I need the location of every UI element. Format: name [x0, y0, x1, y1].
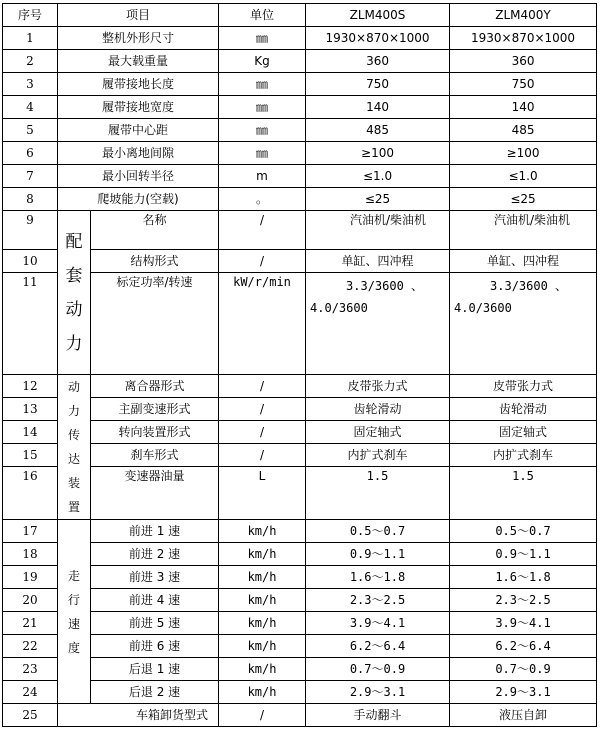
row-value-a: 1.5 [306, 467, 450, 520]
row-value-a: ≥100 [306, 142, 450, 165]
header-seq: 序号 [3, 4, 58, 27]
row-unit: / [219, 375, 306, 398]
table-row [3, 398, 597, 421]
row-number: 16 [3, 467, 58, 520]
row-item: 车箱卸货型式 [58, 704, 219, 727]
row-unit: / [219, 211, 306, 250]
group-char: 达 [67, 452, 80, 466]
row-value-a: 0.7～0.9 [306, 658, 450, 681]
row-value-a: 2.9～3.1 [306, 681, 450, 704]
header-item: 项目 [58, 4, 219, 27]
row-value-a: 内扩式刹车 [306, 444, 450, 467]
row-value-a: ≤1.0 [306, 165, 450, 188]
table-row [3, 566, 597, 589]
row-number: 4 [3, 96, 58, 119]
row-unit: km/h [219, 612, 306, 635]
row-item: 前进 4 速 [91, 589, 219, 612]
table-row [3, 375, 597, 398]
row-number: 17 [3, 520, 58, 543]
row-unit: km/h [219, 635, 306, 658]
row-value-a: 固定轴式 [306, 421, 450, 444]
row-number: 22 [3, 635, 58, 658]
row-unit: Kg [219, 50, 306, 73]
row-unit: kW/r/min [219, 273, 306, 375]
group-char: 装 [67, 476, 80, 490]
row-item: 结构形式 [91, 250, 219, 273]
table-row [3, 250, 597, 273]
row-value-b: 固定轴式 [450, 421, 597, 444]
group-char: 动 [67, 380, 80, 394]
row-value-b: 2.9～3.1 [450, 681, 597, 704]
row-value-b: 0.5～0.7 [450, 520, 597, 543]
row-value-b: 1.6～1.8 [450, 566, 597, 589]
header-model-b: ZLM400Y [450, 4, 597, 27]
row-number: 15 [3, 444, 58, 467]
group-char: 置 [67, 500, 80, 514]
row-unit: ㎜ [219, 142, 306, 165]
table-row [3, 142, 597, 165]
row-value-a: 1.6～1.8 [306, 566, 450, 589]
row-value-b: ≤25 [450, 188, 597, 211]
row-item: 履带接地宽度 [58, 96, 219, 119]
header-model-a: ZLM400S [306, 4, 450, 27]
row-unit: m [219, 165, 306, 188]
row-unit: / [219, 250, 306, 273]
row-value-a: 0.9～1.1 [306, 543, 450, 566]
row-number: 6 [3, 142, 58, 165]
row-number: 8 [3, 188, 58, 211]
row-value-b: 750 [450, 73, 597, 96]
row-number: 24 [3, 681, 58, 704]
table-row [3, 211, 597, 250]
row-unit: ㎜ [219, 96, 306, 119]
group-char: 传 [67, 428, 80, 442]
row-number: 5 [3, 119, 58, 142]
row-value-b: 1930×870×1000 [450, 27, 597, 50]
row-value-a: 汽油机/柴油机 [306, 211, 450, 250]
row-number: 25 [3, 704, 58, 727]
table-row [3, 73, 597, 96]
row-value-a: 6.2～6.4 [306, 635, 450, 658]
row-unit: 。 [219, 188, 306, 211]
row-number: 9 [3, 211, 58, 250]
row-item: 爬坡能力(空载) [58, 188, 219, 211]
row-value-b: 360 [450, 50, 597, 73]
table-row [3, 467, 597, 520]
table-row [3, 612, 597, 635]
table-row [3, 635, 597, 658]
row-unit: L [219, 467, 306, 520]
row-unit: ㎜ [219, 73, 306, 96]
row-value-a: 2.3～2.5 [306, 589, 450, 612]
group-char: 套 [65, 265, 83, 286]
table-row [3, 27, 597, 50]
group-label-speed [58, 520, 91, 704]
row-value-a: 750 [306, 73, 450, 96]
row-item: 名称 [91, 211, 219, 250]
row-item: 最小回转半径 [58, 165, 219, 188]
table-row [3, 520, 597, 543]
row-unit: / [219, 444, 306, 467]
row-number: 13 [3, 398, 58, 421]
row-item: 前进 6 速 [91, 635, 219, 658]
row-unit: km/h [219, 658, 306, 681]
row-value-b: 汽油机/柴油机 [450, 211, 597, 250]
table-row [3, 589, 597, 612]
table-row [3, 50, 597, 73]
row-unit: km/h [219, 566, 306, 589]
header-unit: 单位 [219, 4, 306, 27]
group-char: 速 [67, 616, 80, 631]
row-item: 前进 2 速 [91, 543, 219, 566]
row-item: 最大载重量 [58, 50, 219, 73]
row-value-b: 齿轮滑动 [450, 398, 597, 421]
row-item: 最小离地间隙 [58, 142, 219, 165]
row-unit: / [219, 704, 306, 727]
row-item: 主副变速形式 [91, 398, 219, 421]
group-char: 行 [67, 592, 80, 607]
row-value-a: 单缸、四冲程 [306, 250, 450, 273]
row-number: 11 [3, 273, 58, 375]
group-label-power [58, 211, 91, 375]
row-value-b: 140 [450, 96, 597, 119]
row-number: 14 [3, 421, 58, 444]
row-item: 前进 5 速 [91, 612, 219, 635]
row-number: 7 [3, 165, 58, 188]
row-value-b: ≤1.0 [450, 165, 597, 188]
row-unit: ㎜ [219, 119, 306, 142]
row-value-b: 3.3/3600 、4.0/3600 [450, 273, 597, 375]
row-number: 1 [3, 27, 58, 50]
table-row [3, 421, 597, 444]
table-row [3, 96, 597, 119]
row-value-a: 手动翻斗 [306, 704, 450, 727]
group-char: 力 [65, 333, 83, 354]
group-char: 度 [67, 640, 80, 655]
table-row [3, 444, 597, 467]
row-value-b: 3.9～4.1 [450, 612, 597, 635]
table-row [3, 119, 597, 142]
row-value-b: 0.7～0.9 [450, 658, 597, 681]
row-number: 19 [3, 566, 58, 589]
row-number: 23 [3, 658, 58, 681]
row-number: 12 [3, 375, 58, 398]
row-value-b: 0.9～1.1 [450, 543, 597, 566]
row-item: 整机外形尺寸 [58, 27, 219, 50]
row-item: 变速器油量 [91, 467, 219, 520]
row-number: 3 [3, 73, 58, 96]
row-value-a: 0.5～0.7 [306, 520, 450, 543]
row-number: 10 [3, 250, 58, 273]
row-value-b: 皮带张力式 [450, 375, 597, 398]
row-value-b: 内扩式刹车 [450, 444, 597, 467]
row-item: 离合器形式 [91, 375, 219, 398]
row-value-a: 485 [306, 119, 450, 142]
group-char: 力 [67, 404, 80, 418]
row-unit: / [219, 421, 306, 444]
group-char: 动 [65, 299, 83, 320]
row-value-a: 3.9～4.1 [306, 612, 450, 635]
row-number: 18 [3, 543, 58, 566]
row-value-a: 皮带张力式 [306, 375, 450, 398]
spec-table [2, 3, 597, 727]
row-value-b: 6.2～6.4 [450, 635, 597, 658]
row-item: 前进 1 速 [91, 520, 219, 543]
row-unit: / [219, 398, 306, 421]
table-row [3, 681, 597, 704]
row-value-a: 360 [306, 50, 450, 73]
row-unit: km/h [219, 520, 306, 543]
row-number: 21 [3, 612, 58, 635]
row-item: 标定功率/转速 [91, 273, 219, 375]
row-value-b: 1.5 [450, 467, 597, 520]
row-value-a: 1930×870×1000 [306, 27, 450, 50]
row-value-b: 单缸、四冲程 [450, 250, 597, 273]
table-row [3, 704, 597, 727]
row-item: 履带接地长度 [58, 73, 219, 96]
row-item: 履带中心距 [58, 119, 219, 142]
group-char: 配 [65, 231, 83, 252]
row-value-a: 140 [306, 96, 450, 119]
row-value-b: 液压自卸 [450, 704, 597, 727]
group-char: 走 [67, 568, 80, 583]
row-value-b: 2.3～2.5 [450, 589, 597, 612]
table-row [3, 273, 597, 375]
row-value-a: ≤25 [306, 188, 450, 211]
row-unit: km/h [219, 543, 306, 566]
row-unit: km/h [219, 681, 306, 704]
row-item: 刹车形式 [91, 444, 219, 467]
table-row [3, 165, 597, 188]
row-unit: ㎜ [219, 27, 306, 50]
row-value-a: 3.3/3600 、4.0/3600 [306, 273, 450, 375]
row-number: 2 [3, 50, 58, 73]
table-row [3, 543, 597, 566]
row-item: 转向装置形式 [91, 421, 219, 444]
table-row [3, 188, 597, 211]
row-value-b: 485 [450, 119, 597, 142]
row-value-a: 齿轮滑动 [306, 398, 450, 421]
row-item: 后退 1 速 [91, 658, 219, 681]
table-row [3, 658, 597, 681]
row-unit: km/h [219, 589, 306, 612]
group-label-transmission [58, 375, 91, 520]
row-number: 20 [3, 589, 58, 612]
row-item: 后退 2 速 [91, 681, 219, 704]
row-item: 前进 3 速 [91, 566, 219, 589]
row-value-b: ≥100 [450, 142, 597, 165]
